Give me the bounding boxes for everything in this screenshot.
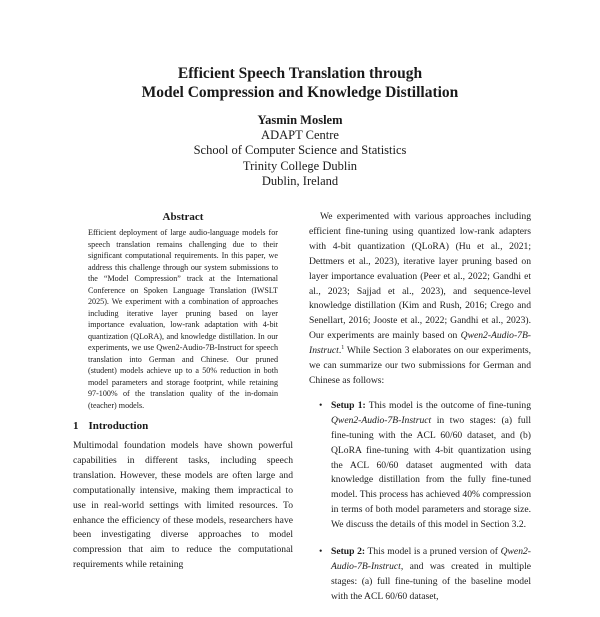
setup-label: Setup 2: bbox=[331, 546, 366, 558]
title-line-2: Model Compression and Knowledge Distillation bbox=[141, 84, 459, 101]
setup-text: This model is the outcome of fine-tuning bbox=[365, 399, 531, 411]
affiliation-line: ADAPT Centre bbox=[261, 128, 339, 143]
model-name: Qwen2-Audio-7B-Instruct bbox=[331, 414, 432, 426]
paper-title bbox=[0, 64, 600, 102]
abstract-heading: Abstract bbox=[162, 211, 204, 223]
abstract-body bbox=[88, 227, 278, 411]
section-heading-introduction bbox=[73, 419, 293, 433]
author-block bbox=[0, 113, 600, 189]
paragraph-text: While Section 3 elaborates on our experiments, we can summarize our two submissions for German and Chinese as follows: bbox=[309, 345, 531, 386]
right-column bbox=[309, 210, 531, 617]
setup-text: This model is a pruned version of bbox=[365, 546, 501, 558]
author-name: Yasmin Moslem bbox=[257, 113, 343, 127]
model-name: Qwen2-Audio-7B-Instruct bbox=[309, 330, 531, 357]
experiments-paragraph: We experimented with various approaches including efficient fine-tuning using quantized low-rank adapters with 4-bit quantization (QLoRA) (Hu et al., 2021; Dettmers et al., 2023), iterative layer pruning based on layer importance evaluation (Peer et al., 2022; Gandhi et al., 2023; Sajjad et al., 2023), and sequence-level knowledge distillation (Kim and Rush, 2016; Crego and Senellart, 2016; Jooste et al., 2022; Gandhi et al., 2023). Our experiments are mainly based on Qwen2-Audio-7B-Instruct.$^1$ While Section 3 elaborates on our experiments, we can summarize our two submissions for German and Chinese as follows: bbox=[309, 211, 531, 386]
bullet-icon: • bbox=[319, 546, 323, 558]
setup-text: , and was created in multiple stages: (a) full fine-tuning of the baseline model with the ACL 60/60 dataset, bbox=[331, 560, 531, 602]
affiliation-line: School of Computer Science and Statistics bbox=[193, 143, 407, 158]
left-column bbox=[73, 210, 293, 573]
footnote-marker: 1 bbox=[341, 344, 345, 351]
setup-text: in two stages: (a) full fine-tuning with the ACL 60/60 dataset, and (b) QLoRA fine-tuning with 4-bit quantization using the ACL 60/60 dataset augmented with data knowledge distillation from the fully fine-tuned model. This process has achieved 40% compression in terms of both model parameters and storage size. We discuss the details of this model in Section 3.2. bbox=[331, 414, 531, 531]
section-title: Introduction bbox=[88, 420, 149, 432]
model-name: Qwen2-Audio-7B-Instruct bbox=[331, 546, 531, 572]
setup-label: Setup 1: bbox=[331, 399, 366, 411]
affiliation-line: Dublin, Ireland bbox=[261, 173, 339, 188]
title-line-1: Efficient Speech Translation through bbox=[177, 65, 423, 82]
setup-list bbox=[309, 399, 531, 605]
section-number: 1 bbox=[73, 420, 79, 432]
bullet-icon: • bbox=[319, 399, 323, 411]
introduction-paragraph: Multimodal foundation models have shown powerful capabilities in different tasks, including speech translation. However, these models are often large and computationally intensive, making them impractical to use in real-world settings with limited resources. To enhance the efficiency of these models, researchers have been investigating diverse approaches to model compression that aim to reduce the computational requirements while retaining bbox=[73, 440, 293, 571]
setup-item bbox=[309, 545, 531, 605]
setup-item bbox=[309, 399, 531, 533]
abstract-text: Efficient deployment of large audio-language models for speech translation remains challenging due to their significant computational requirements. In this paper, we address this challenge through our system submissions to the “Model Compression” track at the International Conference on Spoken Language Translation (IWSLT 2025). We experiment with a combination of approaches including iterative layer pruning based on layer importance evaluation, low-rank adaptation with 4-bit quantization (QLoRA), and knowledge distillation. In our experiments, we use Qwen2-Audio-7B-Instruct for speech translation into German and Chinese. Our pruned (student) models achieve up to a 50% reduction in both model parameters and storage footprint, while retaining 97-100% of the translation quality of the in-domain (teacher) models. bbox=[88, 228, 278, 410]
paragraph-text: We experimented with various approaches including efficient fine-tuning using quantized low-rank adapters with 4-bit quantization (QLoRA) (Hu et al., 2021; Dettmers et al., 2023), iterative layer pruning based on layer importance evaluation (Peer et al., 2022; Gandhi et al., 2023; Sajjad et al., 2023), and sequence-level knowledge distillation (Kim and Rush, 2016; Crego and Senellart, 2016; Jooste et al., 2022; Gandhi et al., 2023). Our experiments are mainly based on bbox=[309, 211, 531, 342]
affiliation-line: Trinity College Dublin bbox=[242, 158, 358, 173]
